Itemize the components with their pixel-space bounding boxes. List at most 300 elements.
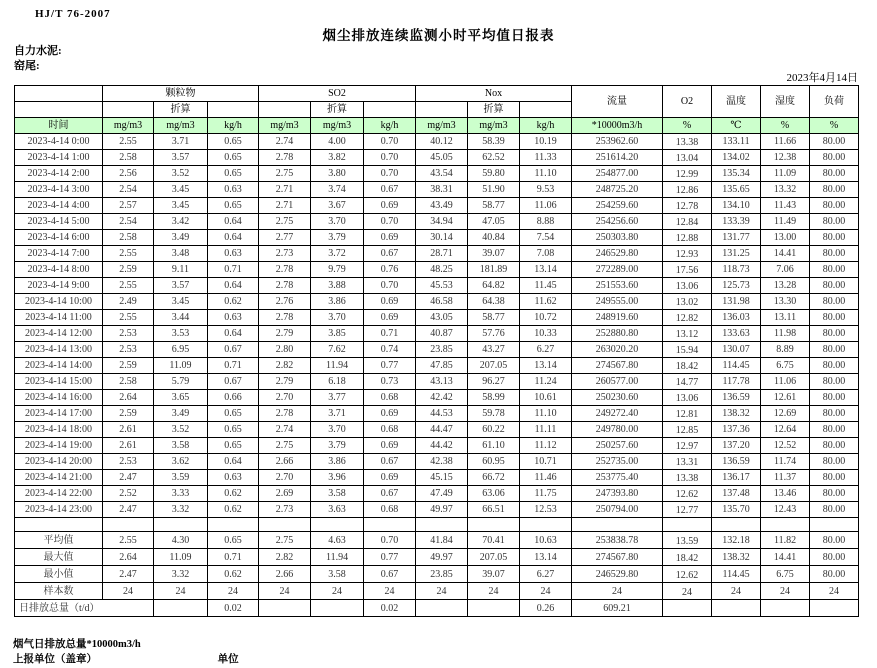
- value-cell: 134.10: [712, 198, 761, 214]
- value-cell: 3.45: [154, 294, 208, 310]
- value-cell: 12.61: [761, 390, 810, 406]
- value-cell: 24: [154, 583, 208, 600]
- value-cell: 0.70: [364, 134, 416, 150]
- time-cell: 2023-4-14 0:00: [15, 134, 103, 150]
- time-cell: 2023-4-14 22:00: [15, 486, 103, 502]
- value-cell: 11.37: [761, 470, 810, 486]
- value-cell: 2.76: [259, 294, 311, 310]
- value-cell: 44.47: [416, 422, 468, 438]
- value-cell: 12.64: [761, 422, 810, 438]
- time-cell: 2023-4-14 6:00: [15, 230, 103, 246]
- value-cell: 114.45: [712, 566, 761, 583]
- value-cell: 6.27: [520, 342, 572, 358]
- empty-cell: [520, 518, 572, 532]
- value-cell: 2.64: [103, 390, 154, 406]
- value-cell: 13.06: [663, 278, 712, 294]
- value-cell: 274567.80: [572, 549, 663, 566]
- time-cell: 2023-4-14 3:00: [15, 182, 103, 198]
- value-cell: 0.65: [208, 150, 259, 166]
- value-cell: 3.45: [154, 198, 208, 214]
- value-cell: 249272.40: [572, 406, 663, 422]
- value-cell: 24: [520, 583, 572, 600]
- value-cell: 130.07: [712, 342, 761, 358]
- table-row: [15, 166, 859, 182]
- value-cell: 4.63: [311, 532, 364, 549]
- value-cell: 24: [416, 583, 468, 600]
- value-cell: 0.64: [208, 326, 259, 342]
- value-cell: 12.86: [663, 182, 712, 198]
- value-cell: 12.38: [761, 150, 810, 166]
- value-cell: 2.74: [259, 422, 311, 438]
- value-cell: 5.79: [154, 374, 208, 390]
- value-cell: 137.20: [712, 438, 761, 454]
- value-cell: 80.00: [810, 438, 859, 454]
- header-blank: [15, 86, 103, 102]
- value-cell: 11.98: [761, 326, 810, 342]
- time-cell: 2023-4-14 17:00: [15, 406, 103, 422]
- value-cell: 2.57: [103, 198, 154, 214]
- value-cell: 3.48: [154, 246, 208, 262]
- value-cell: 66.72: [468, 470, 520, 486]
- value-cell: 11.46: [520, 470, 572, 486]
- value-cell: [712, 600, 761, 617]
- value-cell: 34.94: [416, 214, 468, 230]
- value-cell: 0.67: [364, 246, 416, 262]
- value-cell: 263020.20: [572, 342, 663, 358]
- value-cell: 4.00: [311, 134, 364, 150]
- value-cell: 12.69: [761, 406, 810, 422]
- unit-cell: kg/h: [520, 118, 572, 134]
- unit-cell: %: [663, 118, 712, 134]
- time-cell: 2023-4-14 4:00: [15, 198, 103, 214]
- time-column-header: 时间: [15, 118, 103, 134]
- value-cell: 11.24: [520, 374, 572, 390]
- value-cell: 3.96: [311, 470, 364, 486]
- value-cell: 12.93: [663, 246, 712, 262]
- value-cell: 24: [810, 583, 859, 600]
- value-cell: 181.89: [468, 262, 520, 278]
- value-cell: 80.00: [810, 278, 859, 294]
- value-cell: 138.32: [712, 406, 761, 422]
- value-cell: 0.62: [208, 502, 259, 518]
- value-cell: 6.27: [520, 566, 572, 583]
- value-cell: 272289.00: [572, 262, 663, 278]
- value-cell: 8.89: [761, 342, 810, 358]
- value-cell: 118.73: [712, 262, 761, 278]
- value-cell: 133.11: [712, 134, 761, 150]
- value-cell: 207.05: [468, 549, 520, 566]
- value-cell: 0.26: [520, 600, 572, 617]
- value-cell: 0.68: [364, 502, 416, 518]
- unit-cell: mg/m3: [416, 118, 468, 134]
- value-cell: 0.67: [364, 566, 416, 583]
- value-cell: 0.67: [364, 182, 416, 198]
- unit-cell: *10000m3/h: [572, 118, 663, 134]
- value-cell: 46.58: [416, 294, 468, 310]
- value-cell: 11.06: [520, 198, 572, 214]
- value-cell: 80.00: [810, 549, 859, 566]
- value-cell: 80.00: [810, 358, 859, 374]
- value-cell: 3.49: [154, 230, 208, 246]
- value-cell: 18.42: [663, 549, 712, 566]
- value-cell: 260577.00: [572, 374, 663, 390]
- value-cell: 14.41: [761, 246, 810, 262]
- value-cell: 3.82: [311, 150, 364, 166]
- value-cell: 80.00: [810, 182, 859, 198]
- value-cell: 3.74: [311, 182, 364, 198]
- value-cell: 0.70: [364, 150, 416, 166]
- value-cell: 80.00: [810, 262, 859, 278]
- value-cell: 13.11: [761, 310, 810, 326]
- unit-cell: mg/m3: [311, 118, 364, 134]
- value-cell: 11.66: [761, 134, 810, 150]
- value-cell: 3.86: [311, 454, 364, 470]
- table-row: [15, 358, 859, 374]
- value-cell: 43.13: [416, 374, 468, 390]
- col-group-so2: SO2: [259, 86, 416, 102]
- value-cell: 14.41: [761, 549, 810, 566]
- value-cell: 2.53: [103, 326, 154, 342]
- value-cell: 47.49: [416, 486, 468, 502]
- value-cell: 0.65: [208, 198, 259, 214]
- summary-row: [15, 566, 859, 583]
- value-cell: 41.84: [416, 532, 468, 549]
- value-cell: 59.80: [468, 166, 520, 182]
- nox-converted-label: 折算: [468, 102, 520, 118]
- value-cell: 58.77: [468, 198, 520, 214]
- value-cell: 12.82: [663, 310, 712, 326]
- value-cell: 11.43: [761, 198, 810, 214]
- empty-cell: [103, 518, 154, 532]
- value-cell: 51.90: [468, 182, 520, 198]
- value-cell: 2.77: [259, 230, 311, 246]
- value-cell: 12.84: [663, 214, 712, 230]
- value-cell: 2.66: [259, 454, 311, 470]
- value-cell: 12.43: [761, 502, 810, 518]
- value-cell: 3.44: [154, 310, 208, 326]
- value-cell: 11.94: [311, 549, 364, 566]
- value-cell: 80.00: [810, 566, 859, 583]
- value-cell: 80.00: [810, 374, 859, 390]
- value-cell: 64.82: [468, 278, 520, 294]
- value-cell: 2.55: [103, 246, 154, 262]
- value-cell: 2.55: [103, 134, 154, 150]
- value-cell: 0.65: [208, 532, 259, 549]
- value-cell: 2.71: [259, 198, 311, 214]
- value-cell: 13.04: [663, 150, 712, 166]
- value-cell: 60.95: [468, 454, 520, 470]
- value-cell: 13.46: [761, 486, 810, 502]
- unit-cell: kg/h: [364, 118, 416, 134]
- unit-cell: mg/m3: [468, 118, 520, 134]
- daily-total-label: 日排放总量（t/d）: [15, 600, 154, 617]
- value-cell: 45.05: [416, 150, 468, 166]
- summary-label: 最小值: [15, 566, 103, 583]
- pm-converted-label: 折算: [154, 102, 208, 118]
- outlet-label: 窑尾:: [14, 60, 40, 72]
- value-cell: 6.75: [761, 566, 810, 583]
- table-row: [15, 454, 859, 470]
- header-blank: [520, 102, 572, 118]
- empty-cell: [15, 518, 103, 532]
- value-cell: 11.11: [520, 422, 572, 438]
- value-cell: 254259.60: [572, 198, 663, 214]
- value-cell: 2.47: [103, 470, 154, 486]
- value-cell: 2.55: [103, 532, 154, 549]
- value-cell: 3.45: [154, 182, 208, 198]
- value-cell: 0.66: [208, 390, 259, 406]
- value-cell: 13.38: [663, 134, 712, 150]
- value-cell: 3.77: [311, 390, 364, 406]
- value-cell: 2.53: [103, 454, 154, 470]
- value-cell: 0.65: [208, 134, 259, 150]
- table-row: [15, 438, 859, 454]
- value-cell: 80.00: [810, 326, 859, 342]
- standard-code: HJ/T 76-2007: [35, 8, 111, 20]
- value-cell: 11.62: [520, 294, 572, 310]
- value-cell: 136.03: [712, 310, 761, 326]
- value-cell: 12.78: [663, 198, 712, 214]
- value-cell: 114.45: [712, 358, 761, 374]
- value-cell: 11.09: [154, 549, 208, 566]
- table-row: [15, 374, 859, 390]
- so2-converted-label: 折算: [311, 102, 364, 118]
- time-cell: 2023-4-14 23:00: [15, 502, 103, 518]
- value-cell: [311, 600, 364, 617]
- summary-row: [15, 549, 859, 566]
- value-cell: 134.02: [712, 150, 761, 166]
- value-cell: 39.07: [468, 246, 520, 262]
- value-cell: 132.18: [712, 532, 761, 549]
- value-cell: 80.00: [810, 342, 859, 358]
- value-cell: 3.57: [154, 150, 208, 166]
- empty-cell: [810, 518, 859, 532]
- value-cell: 2.73: [259, 246, 311, 262]
- value-cell: 43.05: [416, 310, 468, 326]
- value-cell: 13.14: [520, 549, 572, 566]
- value-cell: 11.82: [761, 532, 810, 549]
- value-cell: 137.36: [712, 422, 761, 438]
- value-cell: 2.59: [103, 262, 154, 278]
- value-cell: 3.70: [311, 310, 364, 326]
- value-cell: 0.67: [364, 454, 416, 470]
- summary-row: [15, 532, 859, 549]
- value-cell: 3.57: [154, 278, 208, 294]
- value-cell: 13.14: [520, 262, 572, 278]
- value-cell: 42.42: [416, 390, 468, 406]
- value-cell: 0.73: [364, 374, 416, 390]
- unit-cell: ℃: [712, 118, 761, 134]
- time-cell: 2023-4-14 20:00: [15, 454, 103, 470]
- value-cell: 0.62: [208, 294, 259, 310]
- value-cell: 3.71: [311, 406, 364, 422]
- value-cell: 80.00: [810, 134, 859, 150]
- value-cell: 2.55: [103, 310, 154, 326]
- value-cell: 2.70: [259, 470, 311, 486]
- value-cell: 49.97: [416, 549, 468, 566]
- empty-cell: [761, 518, 810, 532]
- value-cell: 12.99: [663, 166, 712, 182]
- value-cell: 0.65: [208, 422, 259, 438]
- value-cell: 0.74: [364, 342, 416, 358]
- value-cell: 11.49: [761, 214, 810, 230]
- value-cell: 0.77: [364, 358, 416, 374]
- value-cell: 15.94: [663, 342, 712, 358]
- value-cell: [761, 600, 810, 617]
- value-cell: 24: [311, 583, 364, 600]
- value-cell: 3.32: [154, 502, 208, 518]
- empty-cell: [468, 518, 520, 532]
- value-cell: 0.63: [208, 182, 259, 198]
- value-cell: 117.78: [712, 374, 761, 390]
- value-cell: 60.22: [468, 422, 520, 438]
- value-cell: 12.88: [663, 230, 712, 246]
- value-cell: 3.65: [154, 390, 208, 406]
- value-cell: 3.63: [311, 502, 364, 518]
- value-cell: 45.53: [416, 278, 468, 294]
- value-cell: 0.69: [364, 198, 416, 214]
- value-cell: 0.65: [208, 438, 259, 454]
- value-cell: 80.00: [810, 390, 859, 406]
- value-cell: 3.80: [311, 166, 364, 182]
- value-cell: 17.56: [663, 262, 712, 278]
- value-cell: 0.64: [208, 278, 259, 294]
- value-cell: 253775.40: [572, 470, 663, 486]
- value-cell: 250257.60: [572, 438, 663, 454]
- header-blank: [208, 102, 259, 118]
- value-cell: 2.75: [259, 214, 311, 230]
- value-cell: 2.80: [259, 342, 311, 358]
- value-cell: 13.59: [663, 532, 712, 549]
- value-cell: 9.79: [311, 262, 364, 278]
- col-o2: O2: [663, 86, 712, 118]
- value-cell: 2.74: [259, 134, 311, 150]
- value-cell: 80.00: [810, 198, 859, 214]
- value-cell: 80.00: [810, 310, 859, 326]
- value-cell: 2.75: [259, 532, 311, 549]
- value-cell: 0.63: [208, 470, 259, 486]
- value-cell: 11.10: [520, 166, 572, 182]
- value-cell: [663, 600, 712, 617]
- value-cell: 3.53: [154, 326, 208, 342]
- value-cell: 38.31: [416, 182, 468, 198]
- value-cell: 0.69: [364, 470, 416, 486]
- value-cell: 10.72: [520, 310, 572, 326]
- value-cell: 249555.00: [572, 294, 663, 310]
- value-cell: 2.58: [103, 374, 154, 390]
- value-cell: 48.25: [416, 262, 468, 278]
- value-cell: 80.00: [810, 150, 859, 166]
- value-cell: 2.78: [259, 406, 311, 422]
- value-cell: 2.59: [103, 406, 154, 422]
- table-row: [15, 422, 859, 438]
- value-cell: 96.27: [468, 374, 520, 390]
- time-cell: 2023-4-14 18:00: [15, 422, 103, 438]
- value-cell: 3.58: [311, 486, 364, 502]
- table-row: [15, 342, 859, 358]
- value-cell: 80.00: [810, 230, 859, 246]
- value-cell: 24: [208, 583, 259, 600]
- value-cell: 0.69: [364, 230, 416, 246]
- value-cell: 3.42: [154, 214, 208, 230]
- value-cell: 2.70: [259, 390, 311, 406]
- value-cell: 49.97: [416, 502, 468, 518]
- value-cell: 43.27: [468, 342, 520, 358]
- value-cell: 13.02: [663, 294, 712, 310]
- time-cell: 2023-4-14 9:00: [15, 278, 103, 294]
- empty-cell: [154, 518, 208, 532]
- value-cell: 24: [364, 583, 416, 600]
- value-cell: 135.70: [712, 502, 761, 518]
- value-cell: 2.54: [103, 214, 154, 230]
- value-cell: 11.45: [520, 278, 572, 294]
- value-cell: 0.69: [364, 294, 416, 310]
- value-cell: 80.00: [810, 502, 859, 518]
- col-load: 负荷: [810, 86, 859, 118]
- value-cell: 11.33: [520, 150, 572, 166]
- value-cell: 2.82: [259, 549, 311, 566]
- value-cell: 3.58: [311, 566, 364, 583]
- value-cell: 12.97: [663, 438, 712, 454]
- value-cell: 13.31: [663, 454, 712, 470]
- value-cell: 0.67: [364, 486, 416, 502]
- value-cell: 9.53: [520, 182, 572, 198]
- value-cell: 11.94: [311, 358, 364, 374]
- empty-cell: [663, 518, 712, 532]
- value-cell: 12.85: [663, 422, 712, 438]
- time-cell: 2023-4-14 5:00: [15, 214, 103, 230]
- value-cell: 246529.80: [572, 566, 663, 583]
- value-cell: 28.71: [416, 246, 468, 262]
- value-cell: 11.09: [761, 166, 810, 182]
- value-cell: 44.53: [416, 406, 468, 422]
- time-cell: 2023-4-14 7:00: [15, 246, 103, 262]
- value-cell: 3.59: [154, 470, 208, 486]
- page-title: 烟尘排放连续监测小时平均值日报表: [322, 28, 555, 43]
- value-cell: 2.64: [103, 549, 154, 566]
- value-cell: 254877.00: [572, 166, 663, 182]
- value-cell: 14.77: [663, 374, 712, 390]
- time-cell: 2023-4-14 15:00: [15, 374, 103, 390]
- value-cell: 3.67: [311, 198, 364, 214]
- table-row: [15, 294, 859, 310]
- value-cell: 18.42: [663, 358, 712, 374]
- value-cell: 2.66: [259, 566, 311, 583]
- value-cell: 0.65: [208, 406, 259, 422]
- value-cell: 12.62: [663, 486, 712, 502]
- value-cell: 0.69: [364, 310, 416, 326]
- table-row: [15, 278, 859, 294]
- table-row: [15, 134, 859, 150]
- value-cell: 0.62: [208, 486, 259, 502]
- value-cell: [810, 600, 859, 617]
- header-blank: [15, 102, 103, 118]
- value-cell: 0.71: [364, 326, 416, 342]
- value-cell: 3.52: [154, 166, 208, 182]
- value-cell: 0.70: [364, 278, 416, 294]
- value-cell: 3.52: [154, 422, 208, 438]
- header-blank: [416, 102, 468, 118]
- value-cell: 0.67: [208, 342, 259, 358]
- value-cell: 11.12: [520, 438, 572, 454]
- table-row: [15, 182, 859, 198]
- col-humidity: 湿度: [761, 86, 810, 118]
- value-cell: [259, 600, 311, 617]
- value-cell: 70.41: [468, 532, 520, 549]
- value-cell: 80.00: [810, 166, 859, 182]
- reporting-unit-label: 上报单位（盖章）: [13, 654, 97, 665]
- value-cell: 44.42: [416, 438, 468, 454]
